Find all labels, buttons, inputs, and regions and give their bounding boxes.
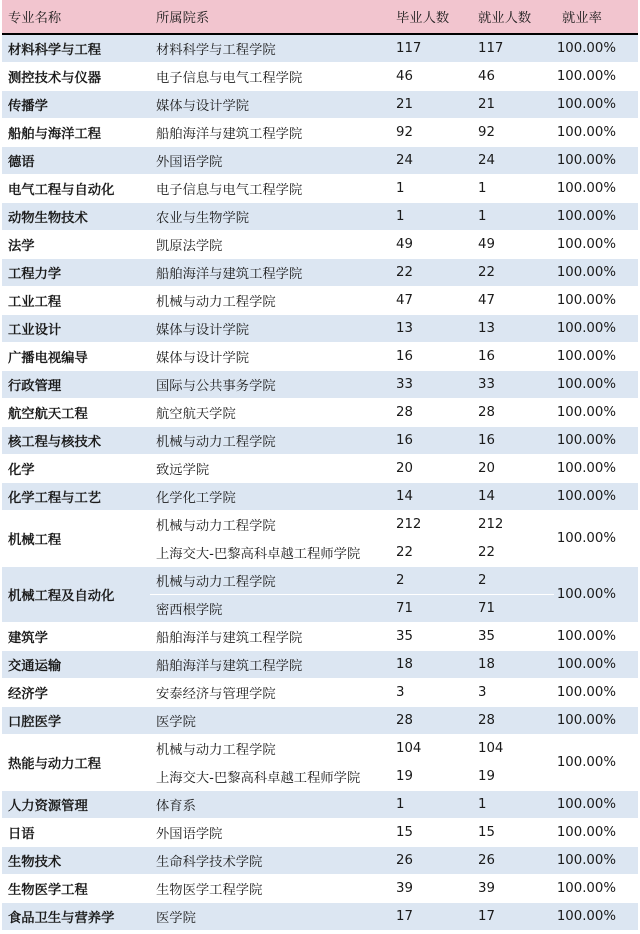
table-row	[2, 286, 638, 314]
employed-cell: 35	[472, 622, 554, 650]
major-cell: 生物技术	[2, 846, 150, 874]
table-row	[2, 566, 638, 594]
college-cell: 船舶海洋与建筑工程学院	[150, 258, 390, 286]
graduates-cell: 2	[390, 566, 472, 594]
table-row	[2, 62, 638, 90]
rate-cell: 100.00%	[554, 734, 638, 790]
graduates-cell: 22	[390, 538, 472, 566]
college-cell: 材料科学与工程学院	[150, 34, 390, 62]
header-row	[2, 0, 638, 34]
graduates-cell: 24	[390, 146, 472, 174]
table-row	[2, 174, 638, 202]
employed-cell: 24	[472, 146, 554, 174]
rate-cell: 100.00%	[554, 426, 638, 454]
graduates-cell: 104	[390, 734, 472, 762]
table-row	[2, 398, 638, 426]
header-graduates: 毕业人数	[390, 0, 472, 34]
graduates-cell: 16	[390, 426, 472, 454]
graduates-cell: 33	[390, 370, 472, 398]
graduates-cell: 26	[390, 846, 472, 874]
major-cell: 法学	[2, 230, 150, 258]
employed-cell: 21	[472, 90, 554, 118]
employed-cell: 26	[472, 846, 554, 874]
table-row	[2, 678, 638, 706]
employed-cell: 1	[472, 790, 554, 818]
major-cell: 工业设计	[2, 314, 150, 342]
table-body	[2, 34, 638, 930]
major-cell: 广播电视编导	[2, 342, 150, 370]
college-cell: 外国语学院	[150, 146, 390, 174]
college-cell: 航空航天学院	[150, 398, 390, 426]
table-row	[2, 622, 638, 650]
rate-cell: 100.00%	[554, 398, 638, 426]
major-cell: 机械工程及自动化	[2, 566, 150, 622]
employed-cell: 71	[472, 594, 554, 622]
college-cell: 媒体与设计学院	[150, 314, 390, 342]
rate-cell: 100.00%	[554, 482, 638, 510]
college-cell: 致远学院	[150, 454, 390, 482]
graduates-cell: 39	[390, 874, 472, 902]
header-major: 专业名称	[2, 0, 150, 34]
employed-cell: 104	[472, 734, 554, 762]
major-cell: 德语	[2, 146, 150, 174]
table-row	[2, 790, 638, 818]
rate-cell: 100.00%	[554, 790, 638, 818]
rate-cell: 100.00%	[554, 370, 638, 398]
table-row	[2, 846, 638, 874]
graduates-cell: 35	[390, 622, 472, 650]
rate-cell: 100.00%	[554, 202, 638, 230]
college-cell: 国际与公共事务学院	[150, 370, 390, 398]
college-cell: 机械与动力工程学院	[150, 510, 390, 538]
employed-cell: 1	[472, 174, 554, 202]
college-cell: 医学院	[150, 902, 390, 930]
rate-cell: 100.00%	[554, 34, 638, 62]
major-cell: 工业工程	[2, 286, 150, 314]
employed-cell: 212	[472, 510, 554, 538]
rate-cell: 100.00%	[554, 454, 638, 482]
college-cell: 机械与动力工程学院	[150, 286, 390, 314]
major-cell: 核工程与核技术	[2, 426, 150, 454]
college-cell: 船舶海洋与建筑工程学院	[150, 622, 390, 650]
college-cell: 电子信息与电气工程学院	[150, 174, 390, 202]
college-cell: 安泰经济与管理学院	[150, 678, 390, 706]
major-cell: 建筑学	[2, 622, 150, 650]
graduates-cell: 28	[390, 398, 472, 426]
employed-cell: 15	[472, 818, 554, 846]
graduates-cell: 47	[390, 286, 472, 314]
rate-cell: 100.00%	[554, 874, 638, 902]
college-cell: 外国语学院	[150, 818, 390, 846]
major-cell: 人力资源管理	[2, 790, 150, 818]
table-row	[2, 818, 638, 846]
rate-cell: 100.00%	[554, 818, 638, 846]
graduates-cell: 212	[390, 510, 472, 538]
employed-cell: 22	[472, 258, 554, 286]
employed-cell: 16	[472, 342, 554, 370]
graduates-cell: 13	[390, 314, 472, 342]
rate-cell: 100.00%	[554, 230, 638, 258]
table-row	[2, 706, 638, 734]
college-cell: 船舶海洋与建筑工程学院	[150, 118, 390, 146]
rate-cell: 100.00%	[554, 566, 638, 622]
graduates-cell: 28	[390, 706, 472, 734]
employed-cell: 20	[472, 454, 554, 482]
graduates-cell: 15	[390, 818, 472, 846]
college-cell: 农业与生物学院	[150, 202, 390, 230]
college-cell: 上海交大-巴黎高科卓越工程师学院	[150, 762, 390, 790]
major-cell: 经济学	[2, 678, 150, 706]
graduates-cell: 14	[390, 482, 472, 510]
employed-cell: 28	[472, 706, 554, 734]
table-row	[2, 34, 638, 62]
header-rate: 就业率	[554, 0, 638, 34]
table-row	[2, 454, 638, 482]
employed-cell: 13	[472, 314, 554, 342]
graduates-cell: 16	[390, 342, 472, 370]
graduates-cell: 49	[390, 230, 472, 258]
major-cell: 热能与动力工程	[2, 734, 150, 790]
graduates-cell: 3	[390, 678, 472, 706]
major-cell: 传播学	[2, 90, 150, 118]
graduates-cell: 17	[390, 902, 472, 930]
graduates-cell: 18	[390, 650, 472, 678]
college-cell: 医学院	[150, 706, 390, 734]
college-cell: 机械与动力工程学院	[150, 566, 390, 594]
employed-cell: 28	[472, 398, 554, 426]
table-row	[2, 426, 638, 454]
graduates-cell: 71	[390, 594, 472, 622]
major-cell: 材料科学与工程	[2, 34, 150, 62]
employed-cell: 16	[472, 426, 554, 454]
major-cell: 化学工程与工艺	[2, 482, 150, 510]
table-row	[2, 230, 638, 258]
major-cell: 生物医学工程	[2, 874, 150, 902]
major-cell: 电气工程与自动化	[2, 174, 150, 202]
rate-cell: 100.00%	[554, 118, 638, 146]
graduates-cell: 21	[390, 90, 472, 118]
rate-cell: 100.00%	[554, 146, 638, 174]
table-row	[2, 874, 638, 902]
rate-cell: 100.00%	[554, 286, 638, 314]
rate-cell: 100.00%	[554, 258, 638, 286]
table-row	[2, 342, 638, 370]
employed-cell: 47	[472, 286, 554, 314]
major-cell: 航空航天工程	[2, 398, 150, 426]
graduates-cell: 19	[390, 762, 472, 790]
college-cell: 机械与动力工程学院	[150, 426, 390, 454]
major-cell: 工程力学	[2, 258, 150, 286]
rate-cell: 100.00%	[554, 314, 638, 342]
rate-cell: 100.00%	[554, 902, 638, 930]
college-cell: 化学化工学院	[150, 482, 390, 510]
employed-cell: 22	[472, 538, 554, 566]
employed-cell: 92	[472, 118, 554, 146]
college-cell: 凯原法学院	[150, 230, 390, 258]
employed-cell: 14	[472, 482, 554, 510]
graduates-cell: 1	[390, 790, 472, 818]
employed-cell: 1	[472, 202, 554, 230]
employed-cell: 39	[472, 874, 554, 902]
table-row	[2, 146, 638, 174]
table-row	[2, 510, 638, 538]
major-cell: 测控技术与仪器	[2, 62, 150, 90]
table-row	[2, 118, 638, 146]
table-row	[2, 482, 638, 510]
employment-table	[2, 0, 638, 931]
rate-cell: 100.00%	[554, 650, 638, 678]
college-cell: 电子信息与电气工程学院	[150, 62, 390, 90]
table-row	[2, 314, 638, 342]
graduates-cell: 92	[390, 118, 472, 146]
graduates-cell: 46	[390, 62, 472, 90]
college-cell: 媒体与设计学院	[150, 90, 390, 118]
employed-cell: 19	[472, 762, 554, 790]
college-cell: 机械与动力工程学院	[150, 734, 390, 762]
graduates-cell: 1	[390, 202, 472, 230]
major-cell: 口腔医学	[2, 706, 150, 734]
college-cell: 媒体与设计学院	[150, 342, 390, 370]
college-cell: 生命科学技术学院	[150, 846, 390, 874]
employed-cell: 18	[472, 650, 554, 678]
rate-cell: 100.00%	[554, 62, 638, 90]
graduates-cell: 22	[390, 258, 472, 286]
rate-cell: 100.00%	[554, 510, 638, 566]
rate-cell: 100.00%	[554, 846, 638, 874]
table-row	[2, 258, 638, 286]
graduates-cell: 20	[390, 454, 472, 482]
rate-cell: 100.00%	[554, 678, 638, 706]
college-cell: 体育系	[150, 790, 390, 818]
major-cell: 化学	[2, 454, 150, 482]
major-cell: 行政管理	[2, 370, 150, 398]
table-row	[2, 734, 638, 762]
employed-cell: 3	[472, 678, 554, 706]
employed-cell: 117	[472, 34, 554, 62]
rate-cell: 100.00%	[554, 342, 638, 370]
table-row	[2, 90, 638, 118]
table-row	[2, 902, 638, 930]
major-cell: 船舶与海洋工程	[2, 118, 150, 146]
college-cell: 船舶海洋与建筑工程学院	[150, 650, 390, 678]
header-college: 所属院系	[150, 0, 390, 34]
college-cell: 密西根学院	[150, 594, 390, 622]
table-row	[2, 370, 638, 398]
rate-cell: 100.00%	[554, 174, 638, 202]
major-cell: 动物生物技术	[2, 202, 150, 230]
graduates-cell: 117	[390, 34, 472, 62]
employed-cell: 49	[472, 230, 554, 258]
major-cell: 食品卫生与营养学	[2, 902, 150, 930]
employed-cell: 33	[472, 370, 554, 398]
rate-cell: 100.00%	[554, 706, 638, 734]
employed-cell: 46	[472, 62, 554, 90]
table-row	[2, 202, 638, 230]
major-cell: 机械工程	[2, 510, 150, 566]
rate-cell: 100.00%	[554, 622, 638, 650]
major-cell: 交通运输	[2, 650, 150, 678]
college-cell: 上海交大-巴黎高科卓越工程师学院	[150, 538, 390, 566]
header-employed: 就业人数	[472, 0, 554, 34]
rate-cell: 100.00%	[554, 90, 638, 118]
employed-cell: 17	[472, 902, 554, 930]
graduates-cell: 1	[390, 174, 472, 202]
college-cell: 生物医学工程学院	[150, 874, 390, 902]
table-row	[2, 650, 638, 678]
major-cell: 日语	[2, 818, 150, 846]
employed-cell: 2	[472, 566, 554, 594]
